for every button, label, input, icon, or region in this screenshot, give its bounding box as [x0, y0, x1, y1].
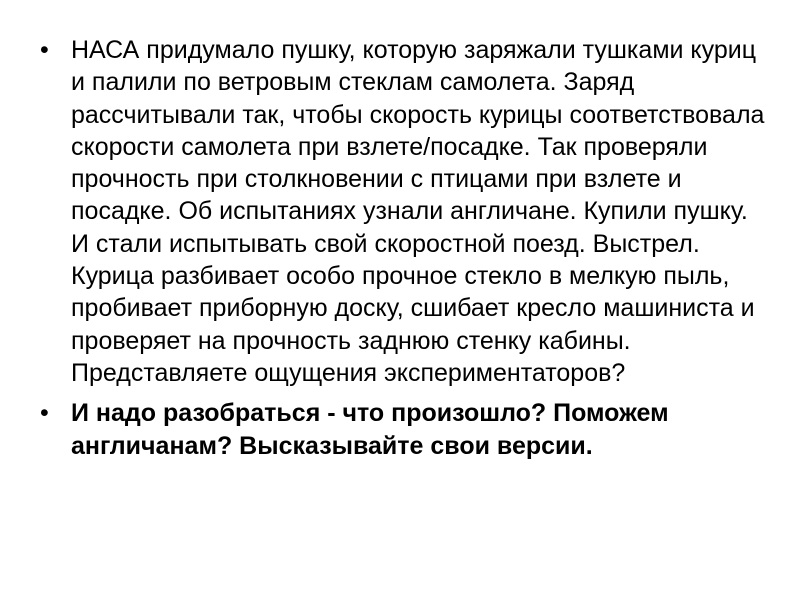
bullet-text-question: И надо разобраться - что произошло? Поможем англичанам? Высказывайте свои версии.	[71, 399, 669, 460]
bullet-item-story	[40, 34, 770, 389]
bullet-marker: •	[40, 399, 49, 428]
bullet-list	[40, 34, 770, 470]
bullet-text-story: НАСА придумало пушку, которую заряжали тушками куриц и палили по ветровым стеклам самолета. Заряд рассчитывали так, чтобы скорость курицы соответствовала скорости самолета при взлете/посадке. Так проверяли прочность при столкновении с птицами при взлете и посадке. Об испытаниях узнали англичане. Купили пушку. И стали испытывать свой скоростной поезд. Выстрел. Курица разбивает особо прочное стекло в мелкую пыль, пробивает приборную доску, сшибает кресло машиниста и проверяет на прочность заднюю стенку кабины. Представляете ощущения экспериментаторов?	[71, 36, 765, 387]
bullet-item-question	[40, 397, 770, 462]
bullet-marker: •	[40, 36, 49, 64]
